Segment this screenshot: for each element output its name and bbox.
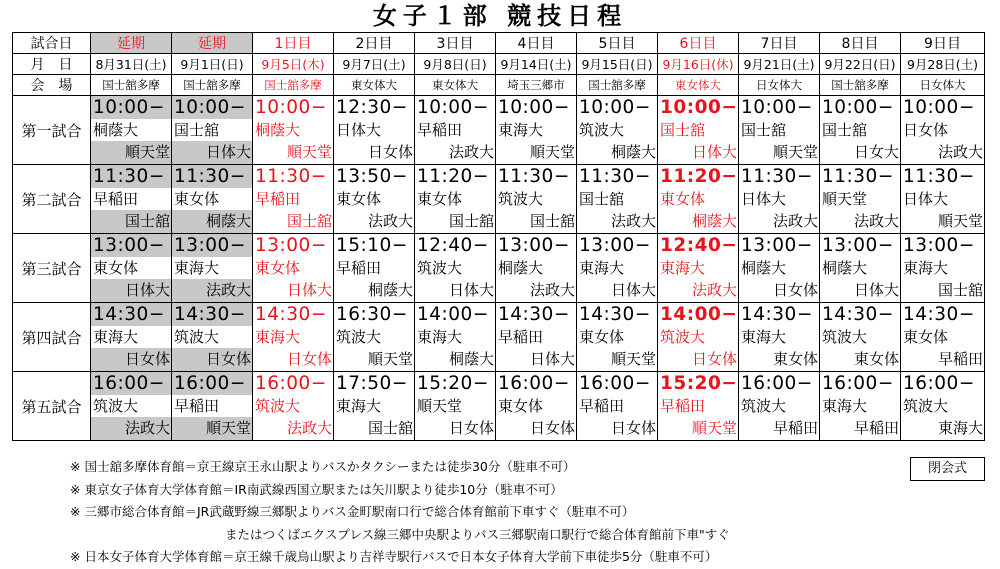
team-b: 早稲田 bbox=[853, 419, 899, 437]
team-b: 法政大 bbox=[937, 143, 983, 161]
team-a: 東女体 bbox=[93, 259, 139, 277]
game-cell bbox=[739, 96, 820, 165]
team-a: 東海大 bbox=[498, 121, 544, 139]
game-cell bbox=[334, 372, 415, 441]
game-time: 13:00− bbox=[174, 235, 246, 256]
venue-notes bbox=[70, 456, 730, 569]
game-time: 16:00− bbox=[93, 373, 165, 394]
game-cell bbox=[496, 165, 577, 234]
team-a: 東女体 bbox=[579, 328, 625, 346]
venue-cell: 日女体大 bbox=[901, 75, 985, 96]
team-b: 早稲田 bbox=[937, 350, 983, 368]
game-row bbox=[13, 165, 985, 234]
team-a: 早稲田 bbox=[93, 190, 139, 208]
game-cell bbox=[577, 96, 658, 165]
team-a: 桐蔭大 bbox=[741, 259, 787, 277]
day-cell: 2日目 bbox=[334, 33, 415, 54]
team-a: 日女体 bbox=[903, 121, 949, 139]
team-a: 順天堂 bbox=[417, 397, 463, 415]
date-cell: 9月15日(日) bbox=[577, 54, 658, 75]
team-a: 筑波大 bbox=[498, 190, 544, 208]
team-a: 筑波大 bbox=[822, 328, 868, 346]
day-cell: 7日目 bbox=[739, 33, 820, 54]
game-row-label: 第四試合 bbox=[13, 303, 91, 372]
game-time: 11:30− bbox=[822, 166, 894, 187]
game-cell bbox=[739, 234, 820, 303]
game-row-label: 第一試合 bbox=[13, 96, 91, 165]
game-cell bbox=[91, 96, 172, 165]
game-cell bbox=[820, 234, 901, 303]
game-time: 10:00− bbox=[255, 97, 327, 118]
game-time: 11:30− bbox=[498, 166, 570, 187]
game-time: 13:00− bbox=[93, 235, 165, 256]
team-b: 国士舘 bbox=[286, 212, 332, 230]
team-b: 順天堂 bbox=[124, 143, 170, 161]
team-b: 日体大 bbox=[205, 143, 251, 161]
game-cell bbox=[901, 96, 985, 165]
game-time: 13:00− bbox=[822, 235, 894, 256]
team-b: 桐蔭大 bbox=[691, 212, 737, 230]
game-row bbox=[13, 372, 985, 441]
team-b: 日体大 bbox=[448, 281, 494, 299]
team-b: 日体大 bbox=[691, 143, 737, 161]
team-b: 桐蔭大 bbox=[367, 281, 413, 299]
team-a: 東海大 bbox=[336, 397, 382, 415]
team-a: 早稲田 bbox=[417, 121, 463, 139]
game-time: 10:00− bbox=[174, 97, 246, 118]
day-cell: 1日目 bbox=[253, 33, 334, 54]
game-cell bbox=[91, 234, 172, 303]
game-row-label: 第三試合 bbox=[13, 234, 91, 303]
note-misato-alt: またはつくばエクスプレス線三郷中央駅よりバス三郷駅南口駅行で総合体育館前下車"すぐ bbox=[225, 526, 730, 542]
game-time: 11:20− bbox=[417, 166, 489, 187]
team-b: 法政大 bbox=[367, 212, 413, 230]
team-b: 国士舘 bbox=[448, 212, 494, 230]
team-a: 国士舘 bbox=[579, 190, 625, 208]
game-time: 13:00− bbox=[579, 235, 651, 256]
date-cell: 9月21日(土) bbox=[739, 54, 820, 75]
day-cell: 5日目 bbox=[577, 33, 658, 54]
venue-row bbox=[13, 75, 985, 96]
game-time: 11:30− bbox=[93, 166, 165, 187]
game-time: 13:00− bbox=[498, 235, 570, 256]
game-cell bbox=[253, 96, 334, 165]
team-a: 東女体 bbox=[417, 190, 463, 208]
venue-cell: 埼玉三郷市 bbox=[496, 75, 577, 96]
game-cell bbox=[253, 165, 334, 234]
game-time: 13:50− bbox=[336, 166, 408, 187]
team-b: 国士舘 bbox=[529, 212, 575, 230]
game-cell bbox=[415, 96, 496, 165]
game-cell bbox=[334, 234, 415, 303]
team-b: 順天堂 bbox=[772, 143, 818, 161]
game-row bbox=[13, 96, 985, 165]
game-time: 11:30− bbox=[741, 166, 813, 187]
team-a: 東海大 bbox=[660, 259, 706, 277]
day-row bbox=[13, 33, 985, 54]
game-time: 14:30− bbox=[498, 304, 570, 325]
team-b: 日体大 bbox=[529, 350, 575, 368]
game-cell bbox=[334, 96, 415, 165]
team-a: 筑波大 bbox=[336, 328, 382, 346]
game-time: 13:00− bbox=[255, 235, 327, 256]
game-time: 10:00− bbox=[498, 97, 570, 118]
date-cell: 9月8日(日) bbox=[415, 54, 496, 75]
game-cell bbox=[658, 96, 739, 165]
team-a: 早稲田 bbox=[336, 259, 382, 277]
team-b: 法政大 bbox=[286, 419, 332, 437]
team-a: 桐蔭大 bbox=[822, 259, 868, 277]
game-time: 16:00− bbox=[498, 373, 570, 394]
game-cell bbox=[496, 234, 577, 303]
team-a: 筑波大 bbox=[93, 397, 139, 415]
team-b: 日女体 bbox=[610, 419, 656, 437]
game-cell bbox=[577, 234, 658, 303]
game-cell bbox=[253, 372, 334, 441]
team-a: 東海大 bbox=[174, 259, 220, 277]
game-cell bbox=[172, 372, 253, 441]
team-a: 東海大 bbox=[741, 328, 787, 346]
team-b: 日体大 bbox=[124, 281, 170, 299]
game-time: 14:00− bbox=[417, 304, 489, 325]
game-time: 14:30− bbox=[741, 304, 813, 325]
venue-cell: 国士舘多摩 bbox=[820, 75, 901, 96]
venue-cell: 日女体大 bbox=[739, 75, 820, 96]
team-a: 早稲田 bbox=[255, 190, 301, 208]
game-cell bbox=[496, 96, 577, 165]
team-b: 順天堂 bbox=[937, 212, 983, 230]
venue-row-label: 会 場 bbox=[13, 75, 91, 96]
team-a: 桐蔭大 bbox=[93, 121, 139, 139]
team-b: 法政大 bbox=[529, 281, 575, 299]
team-a: 日体大 bbox=[741, 190, 787, 208]
day-cell: 8日目 bbox=[820, 33, 901, 54]
game-time: 10:00− bbox=[93, 97, 165, 118]
note-kokushikan: ※ 国士舘多摩体育館＝京王線京王永山駅よりバスかタクシーまたは徒歩30分（駐車不可） bbox=[70, 459, 576, 474]
date-cell: 9月16日(休) bbox=[658, 54, 739, 75]
team-b: 順天堂 bbox=[205, 419, 251, 437]
game-time: 10:00− bbox=[417, 97, 489, 118]
game-cell bbox=[415, 234, 496, 303]
game-time: 12:30− bbox=[336, 97, 408, 118]
game-cell bbox=[658, 234, 739, 303]
game-cell bbox=[901, 234, 985, 303]
team-b: 東海大 bbox=[937, 419, 983, 437]
team-b: 順天堂 bbox=[286, 143, 332, 161]
team-a: 東女体 bbox=[660, 190, 706, 208]
game-time: 16:00− bbox=[579, 373, 651, 394]
closing-ceremony-label: 閉会式 bbox=[910, 457, 985, 481]
game-cell bbox=[658, 372, 739, 441]
team-a: 順天堂 bbox=[822, 190, 868, 208]
game-time: 11:30− bbox=[174, 166, 246, 187]
game-cell bbox=[901, 303, 985, 372]
game-time: 12:40− bbox=[417, 235, 489, 256]
team-a: 早稲田 bbox=[660, 397, 706, 415]
date-cell: 9月7日(土) bbox=[334, 54, 415, 75]
game-time: 14:30− bbox=[93, 304, 165, 325]
game-time: 15:20− bbox=[417, 373, 489, 394]
game-time: 10:00− bbox=[903, 97, 975, 118]
team-b: 日女体 bbox=[124, 350, 170, 368]
team-b: 日体大 bbox=[286, 281, 332, 299]
game-time: 11:20− bbox=[660, 166, 738, 187]
game-cell bbox=[901, 165, 985, 234]
day-cell: 9日目 bbox=[901, 33, 985, 54]
game-time: 11:30− bbox=[579, 166, 651, 187]
game-time: 16:30− bbox=[336, 304, 408, 325]
game-cell bbox=[739, 165, 820, 234]
team-a: 筑波大 bbox=[417, 259, 463, 277]
team-a: 筑波大 bbox=[579, 121, 625, 139]
game-time: 14:30− bbox=[579, 304, 651, 325]
team-b: 順天堂 bbox=[610, 350, 656, 368]
team-a: 東女体 bbox=[903, 328, 949, 346]
game-time: 10:00− bbox=[741, 97, 813, 118]
game-cell bbox=[820, 165, 901, 234]
team-b: 日体大 bbox=[610, 281, 656, 299]
game-cell bbox=[496, 303, 577, 372]
game-cell bbox=[577, 372, 658, 441]
game-cell bbox=[91, 303, 172, 372]
game-cell bbox=[658, 303, 739, 372]
team-a: 東女体 bbox=[255, 259, 301, 277]
team-b: 法政大 bbox=[205, 281, 251, 299]
game-time: 16:00− bbox=[903, 373, 975, 394]
game-row-label: 第五試合 bbox=[13, 372, 91, 441]
day-row-label: 試合日 bbox=[13, 33, 91, 54]
team-b: 日体大 bbox=[853, 281, 899, 299]
team-b: 日女大 bbox=[853, 143, 899, 161]
team-b: 東女体 bbox=[772, 350, 818, 368]
team-b: 日女体 bbox=[367, 143, 413, 161]
game-time: 11:30− bbox=[903, 166, 975, 187]
game-cell bbox=[739, 303, 820, 372]
team-a: 筑波大 bbox=[255, 397, 301, 415]
team-b: 日女体 bbox=[205, 350, 251, 368]
team-b: 桐蔭大 bbox=[610, 143, 656, 161]
day-cell: 3日目 bbox=[415, 33, 496, 54]
note-tokyo-joshi: ※ 東京女子体育大学体育館＝IR南武線西国立駅または矢川駅より徒歩10分（駐車不可） bbox=[70, 481, 563, 497]
team-b: 東女体 bbox=[853, 350, 899, 368]
team-a: 桐蔭大 bbox=[255, 121, 301, 139]
day-cell: 6日目 bbox=[658, 33, 739, 54]
game-cell bbox=[253, 234, 334, 303]
team-a: 筑波大 bbox=[903, 397, 949, 415]
venue-cell: 東女体大 bbox=[415, 75, 496, 96]
team-a: 早稲田 bbox=[579, 397, 625, 415]
game-time: 14:30− bbox=[903, 304, 975, 325]
team-b: 日女体 bbox=[286, 350, 332, 368]
day-cell: 延期 bbox=[91, 33, 172, 54]
venue-cell: 東女体大 bbox=[658, 75, 739, 96]
team-a: 筑波大 bbox=[741, 397, 787, 415]
team-a: 桐蔭大 bbox=[498, 259, 544, 277]
game-cell bbox=[658, 165, 739, 234]
team-a: 国士舘 bbox=[741, 121, 787, 139]
team-a: 東女体 bbox=[498, 397, 544, 415]
game-cell bbox=[739, 372, 820, 441]
game-cell bbox=[901, 372, 985, 441]
date-cell: 9月1日(日) bbox=[172, 54, 253, 75]
team-b: 法政大 bbox=[610, 212, 656, 230]
date-cell: 9月5日(木) bbox=[253, 54, 334, 75]
team-a: 日体大 bbox=[336, 121, 382, 139]
team-a: 東海大 bbox=[255, 328, 301, 346]
team-b: 国士舘 bbox=[367, 419, 413, 437]
team-a: 日体大 bbox=[903, 190, 949, 208]
game-cell bbox=[334, 165, 415, 234]
venue-cell: 国士舘多摩 bbox=[91, 75, 172, 96]
team-b: 国士舘 bbox=[937, 281, 983, 299]
game-time: 13:00− bbox=[903, 235, 975, 256]
team-a: 筑波大 bbox=[660, 328, 706, 346]
game-cell bbox=[496, 372, 577, 441]
game-time: 16:00− bbox=[741, 373, 813, 394]
game-time: 14:30− bbox=[822, 304, 894, 325]
team-b: 日女体 bbox=[448, 419, 494, 437]
game-time: 16:00− bbox=[255, 373, 327, 394]
team-a: 国士舘 bbox=[174, 121, 220, 139]
game-time: 17:50− bbox=[336, 373, 408, 394]
day-cell: 4日目 bbox=[496, 33, 577, 54]
team-b: 日女体 bbox=[691, 350, 737, 368]
team-a: 東海大 bbox=[417, 328, 463, 346]
date-cell: 9月22日(日) bbox=[820, 54, 901, 75]
team-a: 筑波大 bbox=[174, 328, 220, 346]
venue-cell: 国士舘多摩 bbox=[577, 75, 658, 96]
game-time: 14:00− bbox=[660, 304, 738, 325]
game-cell bbox=[334, 303, 415, 372]
note-misato: ※ 三郷市総合体育館＝JR武蔵野線三郷駅よりバス金町駅南口行で総合体育館前下車すぐ（駐車不可） bbox=[70, 504, 635, 519]
date-cell: 9月14日(土) bbox=[496, 54, 577, 75]
game-cell bbox=[172, 234, 253, 303]
date-row-label: 月 日 bbox=[13, 54, 91, 75]
team-b: 日女体 bbox=[772, 281, 818, 299]
game-cell bbox=[91, 165, 172, 234]
date-cell: 9月28日(土) bbox=[901, 54, 985, 75]
game-cell bbox=[820, 372, 901, 441]
team-b: 法政大 bbox=[853, 212, 899, 230]
game-time: 12:40− bbox=[660, 235, 738, 256]
game-cell bbox=[415, 372, 496, 441]
game-time: 15:20− bbox=[660, 373, 738, 394]
game-cell bbox=[172, 165, 253, 234]
game-cell bbox=[91, 372, 172, 441]
team-b: 日女体 bbox=[529, 419, 575, 437]
game-time: 10:00− bbox=[660, 97, 738, 118]
game-cell bbox=[415, 303, 496, 372]
game-time: 14:30− bbox=[174, 304, 246, 325]
game-cell bbox=[820, 303, 901, 372]
game-cell bbox=[577, 165, 658, 234]
game-cell bbox=[172, 96, 253, 165]
game-time: 10:00− bbox=[822, 97, 894, 118]
venue-cell: 東女体大 bbox=[334, 75, 415, 96]
team-b: 順天堂 bbox=[529, 143, 575, 161]
team-b: 法政大 bbox=[691, 281, 737, 299]
team-b: 法政大 bbox=[124, 419, 170, 437]
game-time: 16:00− bbox=[174, 373, 246, 394]
game-time: 11:30− bbox=[255, 166, 327, 187]
team-a: 東海大 bbox=[93, 328, 139, 346]
date-row bbox=[13, 54, 985, 75]
team-a: 東女体 bbox=[336, 190, 382, 208]
team-b: 早稲田 bbox=[772, 419, 818, 437]
game-row bbox=[13, 234, 985, 303]
team-a: 国士舘 bbox=[822, 121, 868, 139]
team-b: 国士舘 bbox=[124, 212, 170, 230]
day-cell: 延期 bbox=[172, 33, 253, 54]
page-title: 女子１部 競技日程 bbox=[372, 2, 628, 30]
game-time: 16:00− bbox=[822, 373, 894, 394]
team-b: 桐蔭大 bbox=[448, 350, 494, 368]
game-time: 14:30− bbox=[255, 304, 327, 325]
venue-cell: 国士舘多摩 bbox=[253, 75, 334, 96]
game-cell bbox=[820, 96, 901, 165]
team-a: 東女体 bbox=[174, 190, 220, 208]
note-nihon-joshi: ※ 日本女子体育大学体育館＝京王線千歳烏山駅より吉祥寺駅行バスで日本女子体育大学前下車徒歩5分（駐車不可） bbox=[70, 549, 718, 564]
team-a: 東海大 bbox=[822, 397, 868, 415]
team-b: 順天堂 bbox=[691, 419, 737, 437]
schedule-table bbox=[12, 32, 985, 441]
team-b: 法政大 bbox=[772, 212, 818, 230]
team-a: 国士舘 bbox=[660, 121, 706, 139]
team-a: 早稲田 bbox=[174, 397, 220, 415]
team-b: 桐蔭大 bbox=[205, 212, 251, 230]
team-b: 順天堂 bbox=[367, 350, 413, 368]
game-cell bbox=[253, 303, 334, 372]
game-time: 13:00− bbox=[741, 235, 813, 256]
team-a: 東海大 bbox=[579, 259, 625, 277]
game-cell bbox=[577, 303, 658, 372]
team-a: 東海大 bbox=[903, 259, 949, 277]
team-a: 早稲田 bbox=[498, 328, 544, 346]
game-row-label: 第二試合 bbox=[13, 165, 91, 234]
game-time: 10:00− bbox=[579, 97, 651, 118]
game-cell bbox=[415, 165, 496, 234]
venue-cell: 国士舘多摩 bbox=[172, 75, 253, 96]
date-cell: 8月31日(土) bbox=[91, 54, 172, 75]
game-cell bbox=[172, 303, 253, 372]
team-b: 法政大 bbox=[448, 143, 494, 161]
game-time: 15:10− bbox=[336, 235, 408, 256]
game-row bbox=[13, 303, 985, 372]
